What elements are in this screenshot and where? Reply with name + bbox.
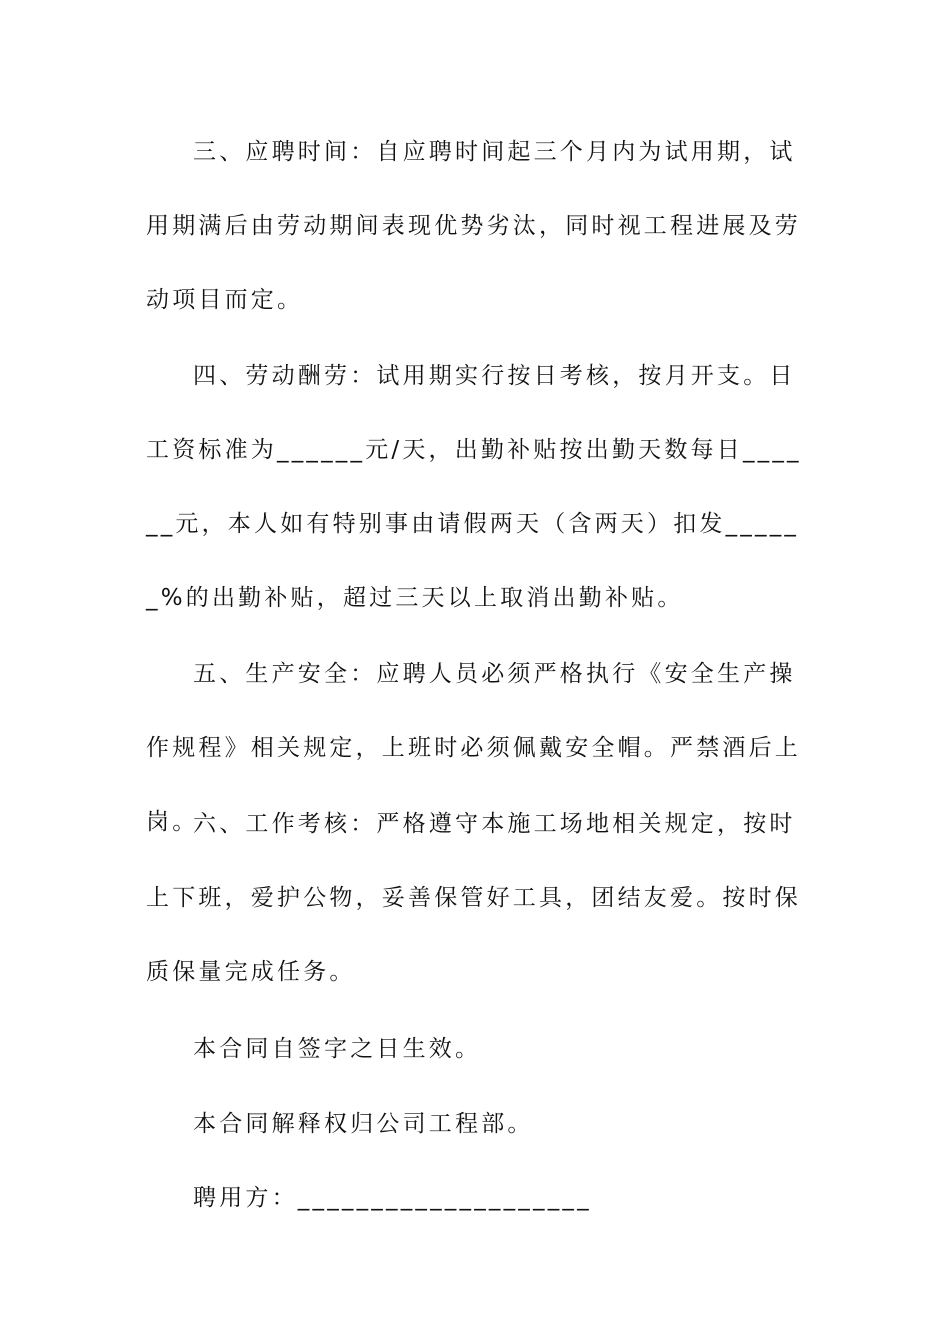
clause-3-trial-period: 三、应聘时间：自应聘时间起三个月内为试用期，试用期满后由劳动期间表现优势劣汰，同时视工程进展及劳动项目而定。 <box>146 139 801 313</box>
clause-5-production-safety: 五、生产安全：应聘人员必须严格执行《安全生产操作规程》相关规定，上班时必须佩戴安全帽。严禁酒后上岗。 <box>146 661 801 835</box>
interpretation-rights-statement: 本合同解释权归公司工程部。 <box>193 1111 534 1137</box>
employer-signature-line: 聘用方：____________________ <box>193 1185 592 1211</box>
clause-4-remuneration: 四、劳动酬劳：试用期实行按日考核，按月开支。日工资标准为______元/天，出勤补贴按出勤天数每日______元，本人如有特别事由请假两天（含两天）扣发______%的出勤补贴，超过三天以上取消出勤补贴。 <box>146 363 802 611</box>
clause-6-work-assessment: 六、工作考核：严格遵守本施工场地相关规定，按时上下班，爱护公物，妥善保管好工具，团结友爱。按时保质保量完成任务。 <box>146 811 801 985</box>
effective-date-statement: 本合同自签字之日生效。 <box>193 1036 482 1062</box>
